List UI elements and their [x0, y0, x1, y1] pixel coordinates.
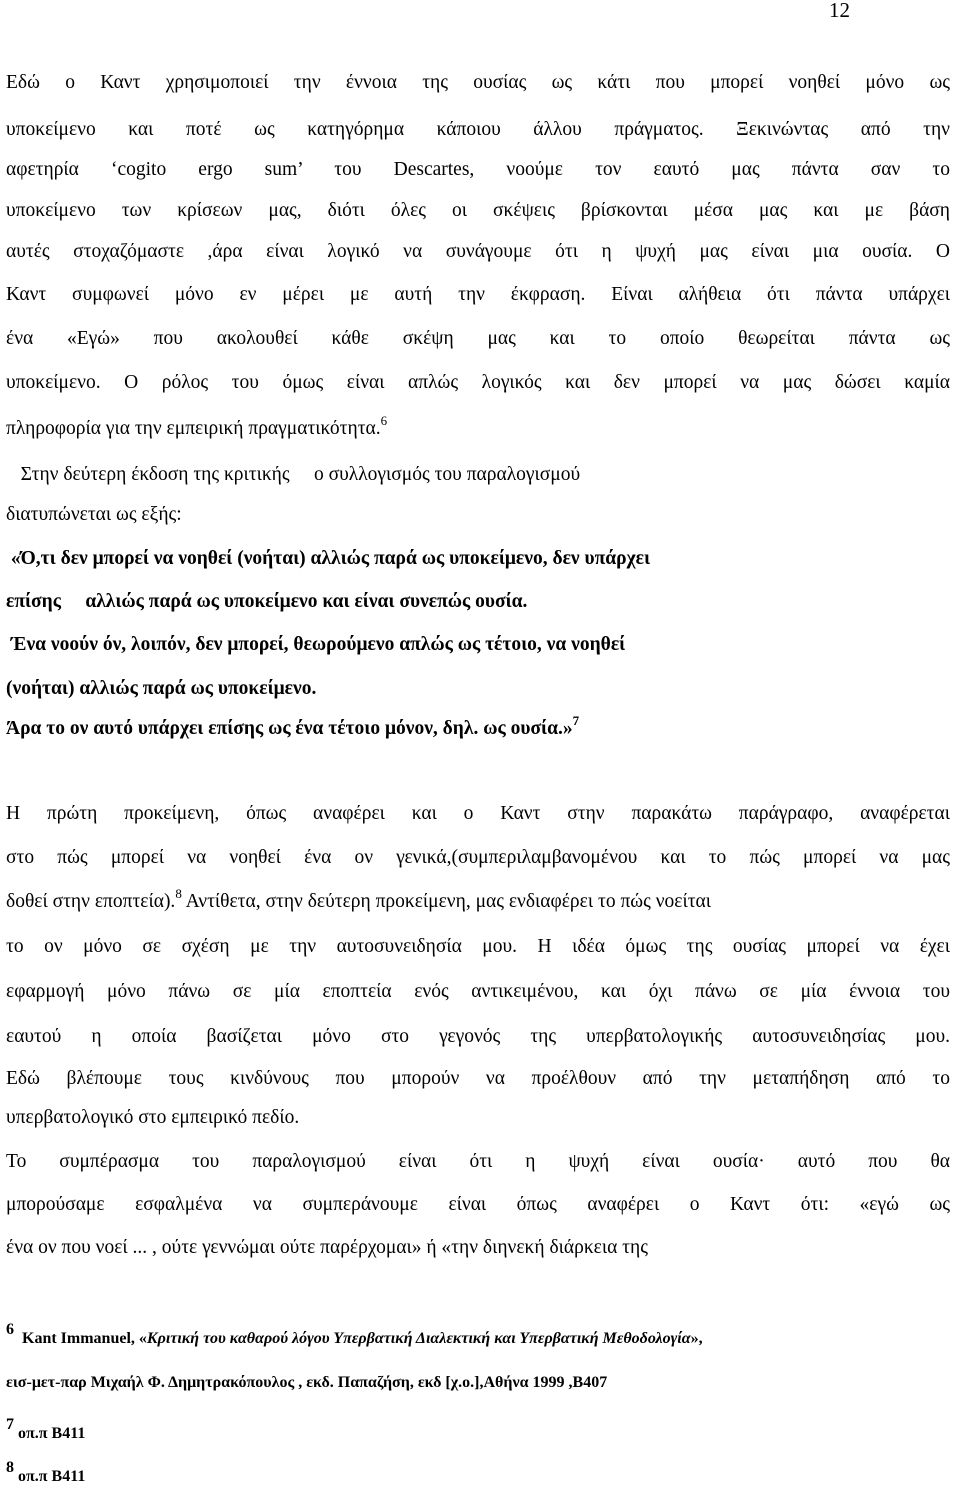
quote-line: επίσης αλλιώς παρά ως υποκείμενο και είναι συνεπώς ουσία. — [6, 591, 528, 612]
footnote-ref-8: 8 — [175, 886, 182, 901]
paragraph2-last-line: υπερβατολογικό στο εμπειρικό πεδίο. — [6, 1107, 300, 1128]
paragraph2-text-start: δοθεί στην εποπτεία). — [6, 891, 176, 912]
paragraph2-line: εφαρμογή μόνο πάνω σε μία εποπτεία ενός αντικειμένου, και όχι πάνω σε μία έννοια του — [6, 981, 950, 1002]
paragraph1-line: ένα «Εγώ» που ακολουθεί κάθε σκέψη μας και το οποίο θεωρείται πάντα ως — [6, 328, 950, 349]
paragraph1-line: υποκείμενο των κρίσεων μας, διότι όλες οι σκέψεις βρίσκονται μέσα μας και με βάση — [6, 200, 950, 221]
footnote-6 — [6, 1321, 950, 1352]
paragraph1-line: υποκείμενο και ποτέ ως κατηγόρημα κάποιου άλλου πράγματος. Ξεκινώντας από την — [6, 119, 950, 140]
paragraph1-line: Εδώ ο Καντ χρησιμοποιεί την έννοια της ουσίας ως κάτι που μπορεί νοηθεί μόνο ως — [6, 72, 950, 93]
paragraph2-line: το ον μόνο σε σχέση με την αυτοσυνειδησία μου. Η ιδέα όμως της ουσίας μπορεί να έχει — [6, 936, 950, 957]
paragraph2-text-end: Αντίθετα, στην δεύτερη προκείμενη, μας ενδιαφέρει το πώς νοείται — [181, 891, 712, 912]
footnote-ref-7: 7 — [572, 713, 580, 728]
paragraph1-line: Καντ συμφωνεί μόνο εν μέρει με αυτή την έκφραση. Είναι αλήθεια ότι πάντα υπάρχει — [6, 284, 950, 305]
footnote-6-title: Κριτική του καθαρού λόγου Υπερβατική Διαλεκτική και Υπερβατική Μεθοδολογία — [146, 1330, 691, 1347]
footnote-7-text: οπ.π Β411 — [18, 1425, 86, 1442]
footnote-6-number: 6 — [6, 1321, 14, 1338]
paragraph1-line: υποκείμενο. Ο ρόλος του όμως είναι απλώς λογικός και δεν μπορεί να μας δώσει καμία — [6, 372, 950, 393]
quote-line: «Ό,τι δεν μπορεί να νοηθεί (νοήται) αλλιώς παρά ως υποκείμενο, δεν υπάρχει — [6, 548, 651, 569]
footnote-6-author: Kant Immanuel, « — [22, 1330, 147, 1347]
paragraph3-last-line: ένα ον που νοεί ... , ούτε γεννώμαι ούτε παρέρχομαι» ή «την διηνεκή διάρκεια της — [6, 1237, 648, 1258]
paragraph1-line: αφετηρία ‘cogito ergo sum’ του Descartes, νοούμε τον εαυτό μας πάντα σαν το — [6, 159, 950, 180]
paragraph2-line: εαυτού η οποία βασίζεται μόνο στο γεγονός της υπερβατολογικής αυτοσυνειδησίας μου. — [6, 1026, 950, 1047]
paragraph1-last-text: πληροφορία για την εμπειρική πραγματικότητα. — [6, 418, 381, 439]
quote-last-line — [6, 713, 950, 743]
quote-line: (νοήται) αλλιώς παρά ως υποκείμενο. — [6, 678, 317, 699]
footnote-6-line2: εισ-μετ-παρ Μιχαήλ Φ. Δημητρακόπουλος , εκδ. Παπαζήση, εκδ [χ.ο.],Αθήνα 1999 ,Β407 — [6, 1374, 608, 1391]
paragraph2-line-with-ref — [6, 886, 950, 916]
footnote-8-text: οπ.π Β411 — [18, 1468, 86, 1485]
paragraph2-line: Εδώ βλέπουμε τους κινδύνους που μπορούν να προέλθουν από την μεταπήδηση από το — [6, 1068, 950, 1089]
footnote-7-number: 7 — [6, 1416, 14, 1433]
paragraph1-last-line — [6, 413, 950, 443]
intro-line: Στην δεύτερη έκδοση της κριτικής ο συλλογισμός του παραλογισμού — [6, 464, 581, 485]
quote-line: Ένα νοούν όν, λοιπόν, δεν μπορεί, θεωρούμενο απλώς ως τέτοιο, να νοηθεί — [6, 634, 626, 655]
footnote-8 — [6, 1459, 950, 1490]
footnote-8-number: 8 — [6, 1459, 14, 1476]
footnote-ref-6: 6 — [380, 413, 388, 428]
paragraph1-line: αυτές στοχαζόμαστε ,άρα είναι λογικό να συνάγουμε ότι η ψυχή μας είναι μια ουσία. Ο — [6, 241, 950, 262]
footnote-7 — [6, 1416, 950, 1447]
page-number: 12 — [829, 0, 850, 22]
intro-line: διατυπώνεται ως εξής: — [6, 504, 182, 525]
paragraph3-line: Το συμπέρασμα του παραλογισμού είναι ότι η ψυχή είναι ουσία· αυτό που θα — [6, 1151, 950, 1172]
paragraph3-line: μπορούσαμε εσφαλμένα να συμπεράνουμε είναι όπως αναφέρει ο Καντ ότι: «εγώ ως — [6, 1194, 950, 1215]
paragraph2-line: Η πρώτη προκείμενη, όπως αναφέρει και ο Καντ στην παρακάτω παράγραφο, αναφέρεται — [6, 803, 950, 824]
quote-last-text: Άρα το ον αυτό υπάρχει επίσης ως ένα τέτοιο μόνον, δηλ. ως ουσία.» — [6, 718, 573, 739]
paragraph2-line: στο πώς μπορεί να νοηθεί ένα ον γενικά,(συμπεριλαμβανομένου και το πώς μπορεί να μας — [6, 847, 950, 868]
footnote-6-close: », — [690, 1330, 703, 1347]
